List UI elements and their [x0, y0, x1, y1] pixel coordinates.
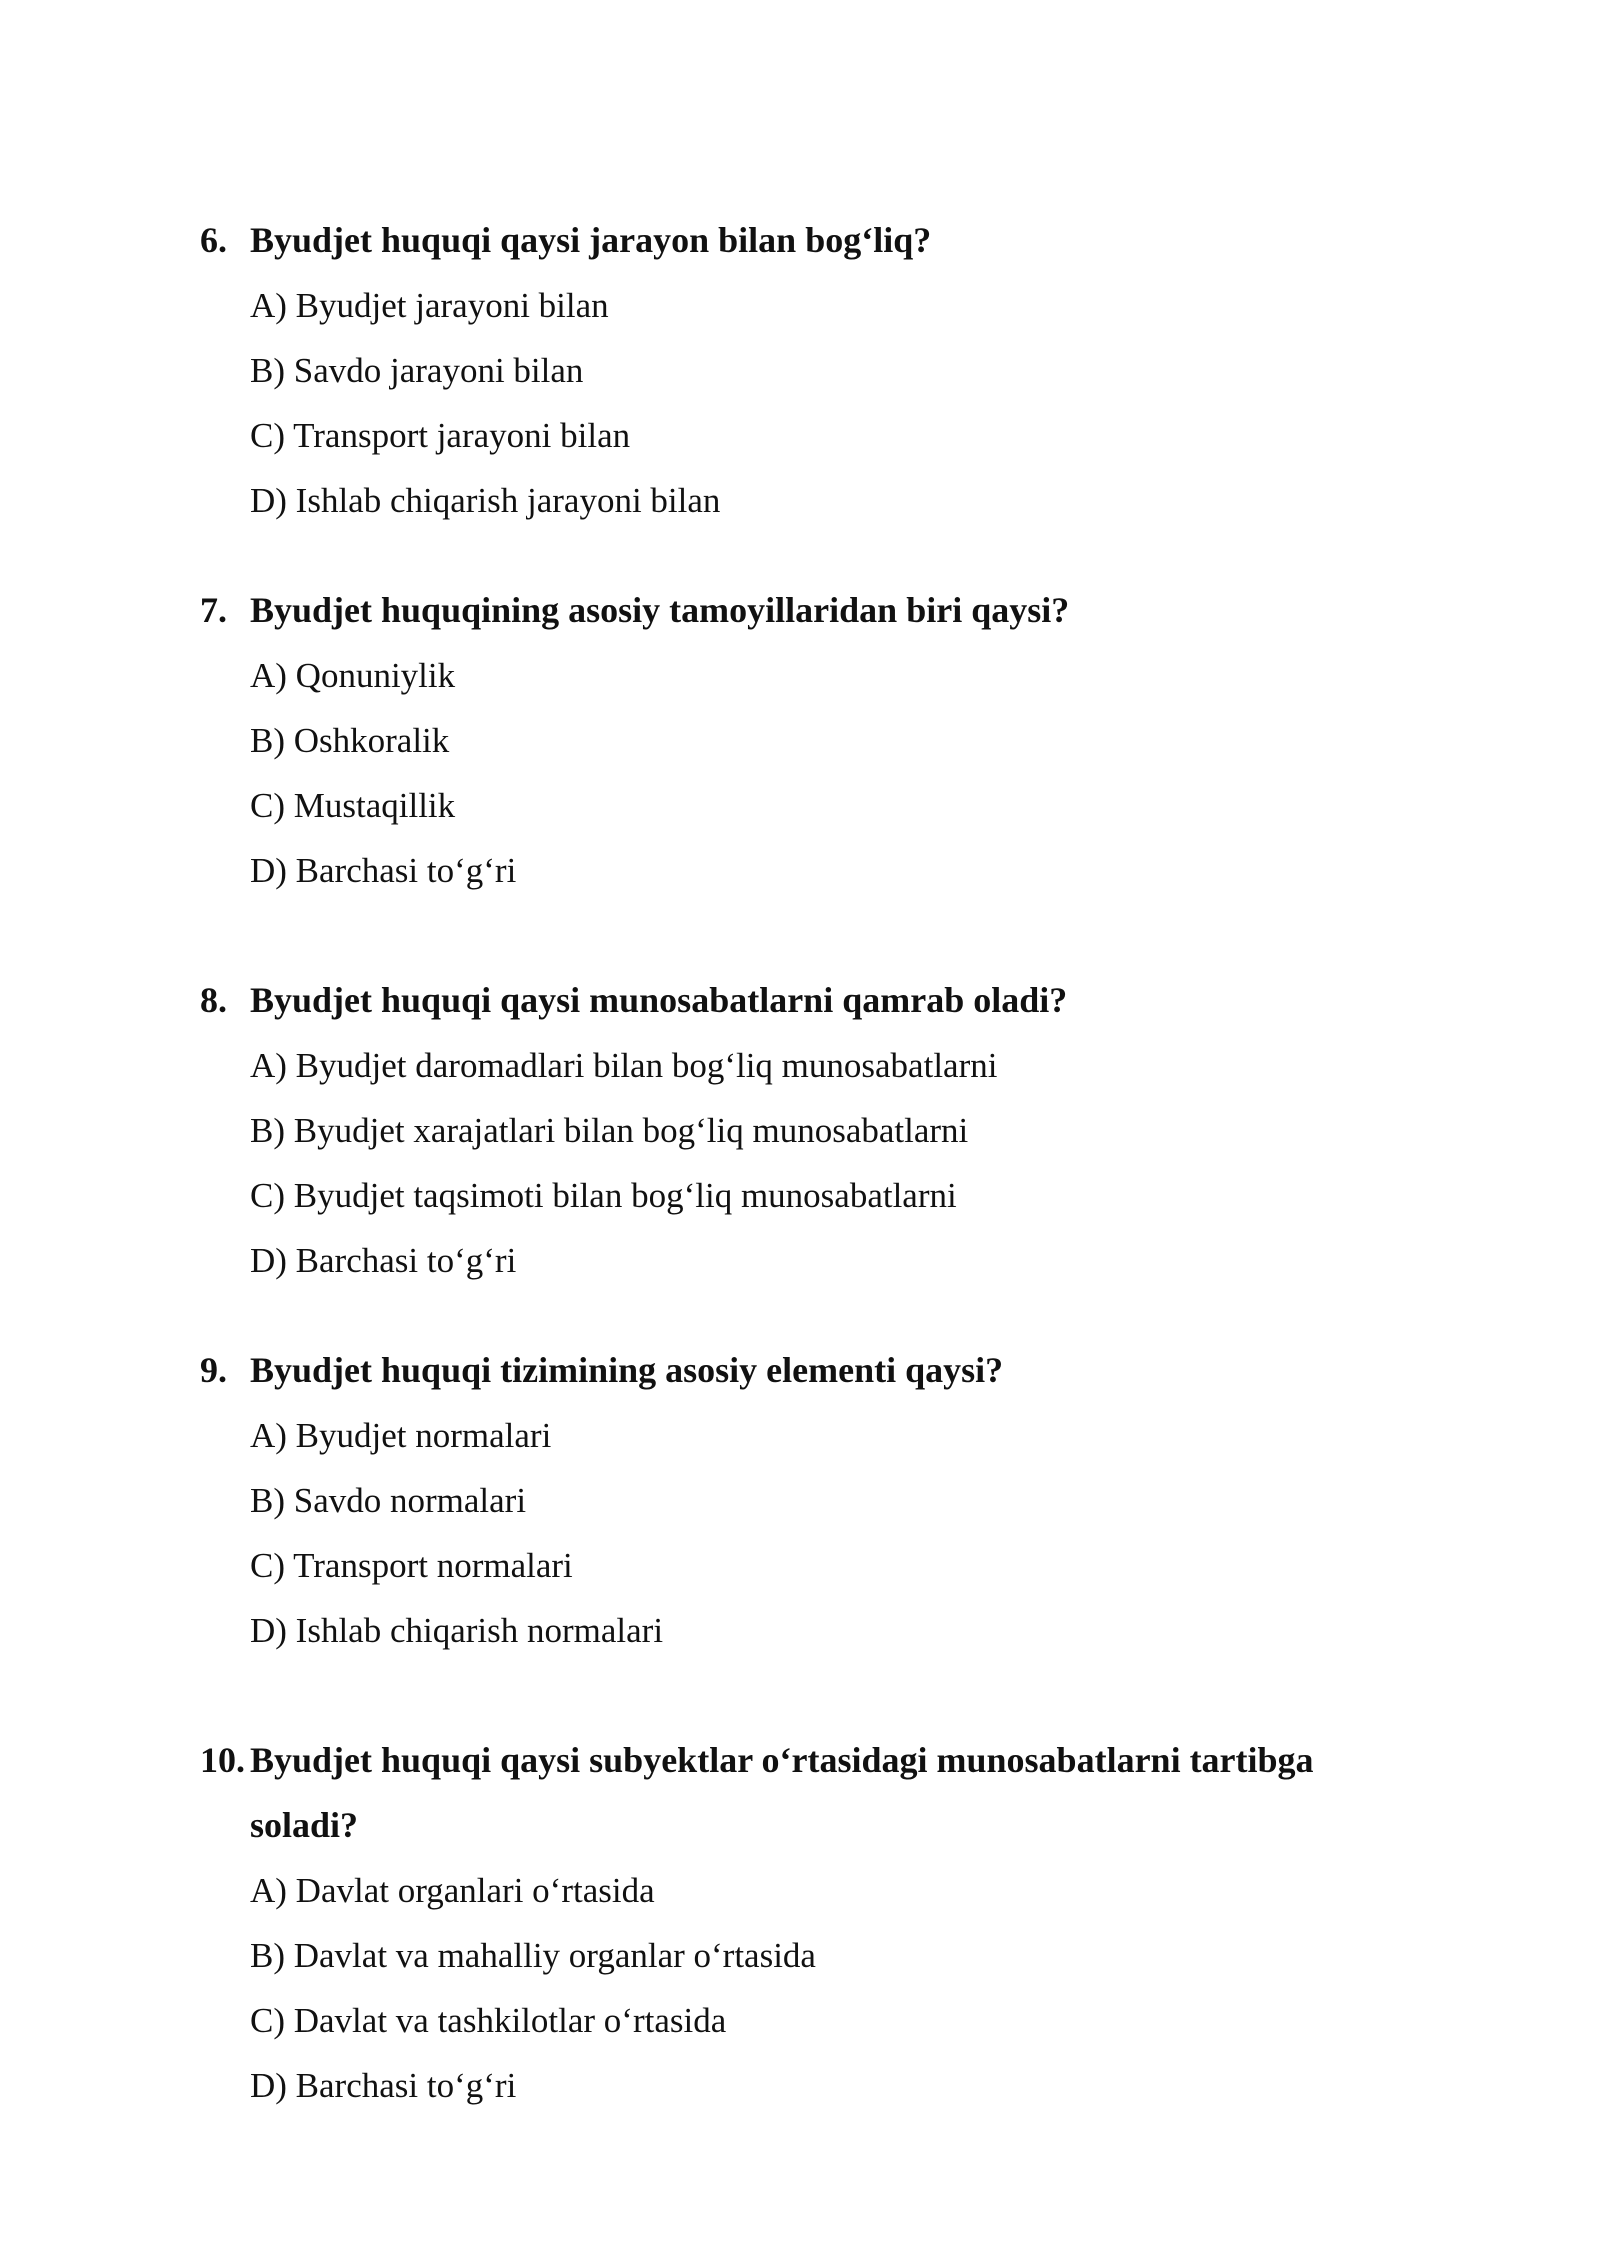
answer-option-c: C) Byudjet taqsimoti bilan bog‘liq munosabatlarni — [250, 1176, 957, 1215]
question-number: 9. — [200, 1350, 227, 1390]
question-heading — [0, 578, 1600, 643]
question-block-7 — [0, 578, 1600, 903]
answer-option-c: C) Transport normalari — [250, 1546, 573, 1585]
answer-option-b: B) Byudjet xarajatlari bilan bog‘liq munosabatlarni — [250, 1111, 969, 1150]
question-text: Byudjet huquqi qaysi jarayon bilan bog‘liq? — [250, 220, 932, 260]
answer-option-b: B) Savdo jarayoni bilan — [250, 351, 584, 390]
answer-option-a: A) Byudjet jarayoni bilan — [250, 286, 609, 325]
answer-option-a: A) Byudjet daromadlari bilan bog‘liq munosabatlarni — [250, 1046, 998, 1085]
question-text: Byudjet huquqi tizimining asosiy elementi qaysi? — [250, 1350, 1004, 1390]
answer-option-a: A) Qonuniylik — [250, 656, 456, 695]
question-block-6 — [0, 208, 1600, 533]
question-block-8 — [0, 968, 1600, 1293]
question-number: 7. — [200, 590, 227, 630]
answer-option-b: B) Davlat va mahalliy organlar o‘rtasida — [250, 1936, 816, 1975]
question-number: 6. — [200, 220, 227, 260]
question-block-9 — [0, 1338, 1600, 1663]
answer-option-c: C) Transport jarayoni bilan — [250, 416, 631, 455]
question-heading — [0, 1338, 1600, 1403]
question-text: Byudjet huquqi qaysi munosabatlarni qamrab oladi? — [250, 980, 1068, 1020]
question-heading — [0, 1728, 1600, 1858]
answer-option-d: D) Barchasi to‘g‘ri — [250, 1241, 517, 1280]
answer-option-d: D) Ishlab chiqarish normalari — [250, 1611, 664, 1650]
answer-option-a: A) Byudjet normalari — [250, 1416, 552, 1455]
answer-option-c: C) Mustaqillik — [250, 786, 456, 825]
question-block-10 — [0, 1728, 1600, 2118]
question-number: 10. — [200, 1740, 245, 1780]
answer-option-b: B) Savdo normalari — [250, 1481, 527, 1520]
question-text: Byudjet huquqi qaysi subyektlar o‘rtasidagi munosabatlarni tartibga soladi? — [250, 1740, 1314, 1845]
question-heading — [0, 208, 1600, 273]
question-text: Byudjet huquqining asosiy tamoyillaridan biri qaysi? — [250, 590, 1070, 630]
answer-option-d: D) Ishlab chiqarish jarayoni bilan — [250, 481, 721, 520]
answer-option-d: D) Barchasi to‘g‘ri — [250, 851, 517, 890]
question-heading — [0, 968, 1600, 1033]
answer-option-a: A) Davlat organlari o‘rtasida — [250, 1871, 655, 1910]
question-number: 8. — [200, 980, 227, 1020]
answer-option-b: B) Oshkoralik — [250, 721, 450, 760]
answer-option-d: D) Barchasi to‘g‘ri — [250, 2066, 517, 2105]
answer-option-c: C) Davlat va tashkilotlar o‘rtasida — [250, 2001, 727, 2040]
